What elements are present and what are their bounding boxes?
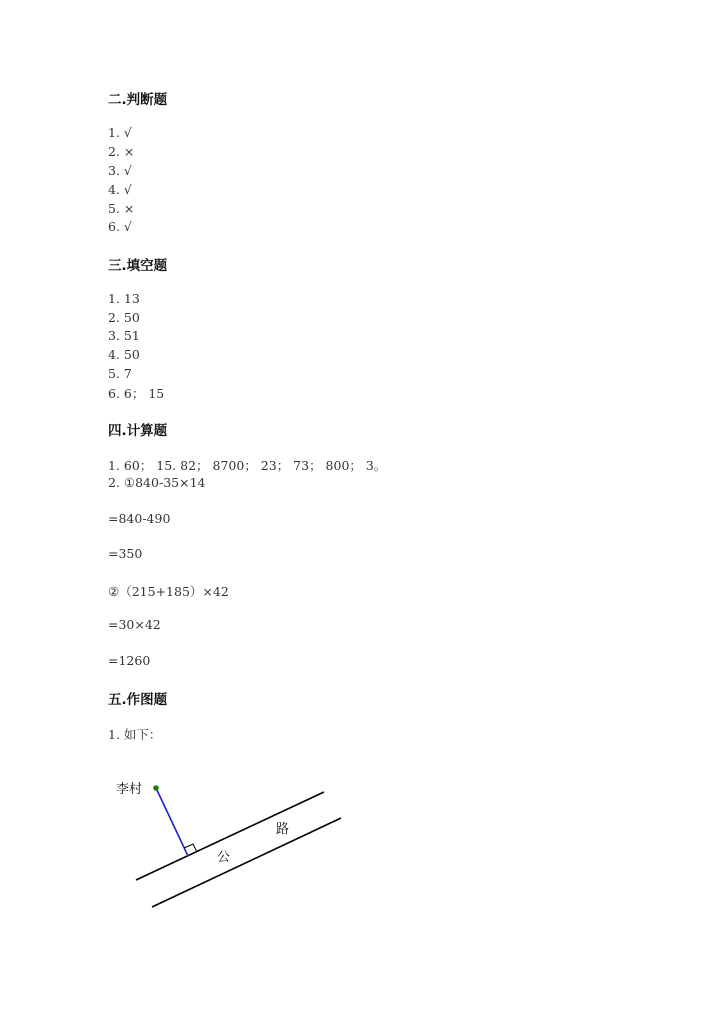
perpendicular-line: [156, 788, 188, 856]
calc-answer-2-step-4: ②（215+185）×42: [108, 584, 229, 599]
section-heading-judge: 二.判断题: [108, 92, 168, 108]
fill-answer-1: 1. 13: [108, 291, 140, 306]
calc-answer-2-step-6: =1260: [108, 653, 151, 668]
fill-answer-5: 5. 7: [108, 366, 132, 381]
draw-answer-1: 1. 如下：: [108, 727, 162, 742]
calc-answer-2-step-2: =840-490: [108, 511, 171, 526]
calc-answer-1: 1. 60； 15. 82； 8700； 23； 73； 800； 3。: [108, 458, 387, 473]
judge-answer-3: 3. √: [108, 163, 132, 178]
judge-answer-5: 5. ×: [108, 201, 135, 216]
road-diagram: [100, 770, 360, 920]
village-label: 李村: [116, 782, 143, 797]
judge-answer-6: 6. √: [108, 219, 132, 234]
road-label-gong: 公: [217, 850, 231, 865]
judge-answer-1: 1. √: [108, 125, 132, 140]
fill-answer-6: 6. 6； 15: [108, 386, 165, 401]
calc-answer-2-step-1: 2. ①840-35×14: [108, 475, 206, 490]
section-heading-calc: 四.计算题: [108, 423, 168, 439]
road-label-lu: 路: [276, 822, 290, 837]
village-point: [153, 785, 159, 791]
road-edge-lower: [152, 818, 341, 907]
road-diagram-svg: [100, 770, 360, 920]
fill-answer-4: 4. 50: [108, 347, 140, 362]
section-heading-fill: 三.填空题: [108, 258, 168, 274]
fill-answer-3: 3. 51: [108, 328, 140, 343]
section-heading-draw: 五.作图题: [108, 692, 168, 708]
judge-answer-4: 4. √: [108, 182, 132, 197]
judge-answer-2: 2. ×: [108, 144, 135, 159]
calc-answer-2-step-3: =350: [108, 546, 143, 561]
calc-answer-2-step-5: =30×42: [108, 617, 161, 632]
fill-answer-2: 2. 50: [108, 310, 140, 325]
